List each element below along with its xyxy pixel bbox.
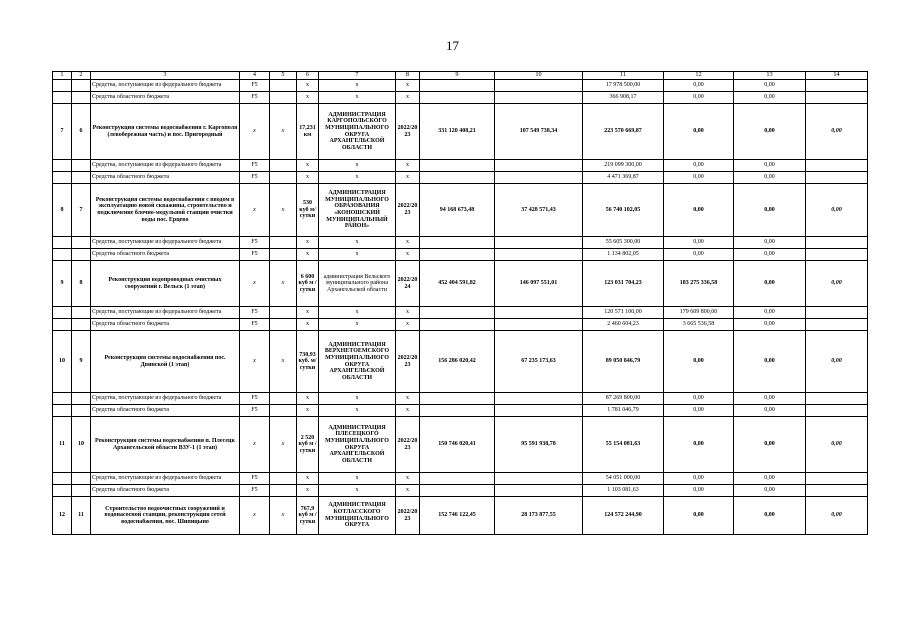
responsible-cell: х (319, 405, 396, 417)
amount-2025: 0,00 (734, 172, 806, 184)
amount-2022: 146 097 551,01 (495, 261, 583, 307)
amount-2026: 0,00 (806, 417, 868, 473)
page-number: 17 (446, 38, 459, 53)
funding-source-label: Средства, поступающие из федерального бюджета (91, 160, 240, 172)
amount-2025: 0,00 (734, 405, 806, 417)
total-cost: 156 286 020,42 (420, 331, 495, 393)
funding-source-label: Средства, поступающие из федерального бюджета (91, 237, 240, 249)
col-header: 9 (420, 72, 495, 80)
amount-2025: 0,00 (734, 485, 806, 497)
amount-2026 (806, 473, 868, 485)
amount-2022 (495, 92, 583, 104)
amount-2024: 0,00 (664, 80, 734, 92)
amount-2022 (495, 160, 583, 172)
funding-source-label: Средства областного бюджета (91, 405, 240, 417)
amount-2024: 0,00 (664, 184, 734, 237)
budget-code: F5 (240, 473, 270, 485)
amount-2024: 0,00 (664, 473, 734, 485)
amount-2024: 0,00 (664, 172, 734, 184)
amount-2023: 87 269 800,00 (583, 393, 664, 405)
amount-2026 (806, 249, 868, 261)
project-name: Реконструкция системы водоснабжения г. Каргополя (левобережная часть) и пос. Пригородный (91, 104, 240, 160)
amount-2024: 183 275 336,58 (664, 261, 734, 307)
project-number: 8 (72, 261, 91, 307)
amount-2024: 0,00 (664, 331, 734, 393)
amount-2025: 0,00 (734, 319, 806, 331)
empty-cell (270, 405, 297, 417)
col-header: 6 (297, 72, 319, 80)
row-number: 8 (53, 184, 72, 237)
project-number: 10 (72, 417, 91, 473)
amount-2023: 55 605 300,00 (583, 237, 664, 249)
amount-2022 (495, 80, 583, 92)
amount-2026: 0,00 (806, 184, 868, 237)
total-cost (420, 92, 495, 104)
empty-cell (72, 80, 91, 92)
amount-2025: 0,00 (734, 237, 806, 249)
amount-2023: 54 051 000,00 (583, 473, 664, 485)
empty-cell (53, 172, 72, 184)
capacity-cell: 17,231 км (297, 104, 319, 160)
amount-2023: 366 908,17 (583, 92, 664, 104)
project-number: 9 (72, 331, 91, 393)
total-cost (420, 473, 495, 485)
empty-cell (72, 160, 91, 172)
amount-2022 (495, 485, 583, 497)
capacity-cell: х (297, 393, 319, 405)
budget-code: F5 (240, 485, 270, 497)
amount-2026 (806, 237, 868, 249)
amount-2026 (806, 319, 868, 331)
budget-table (52, 71, 868, 535)
funding-source-row (53, 249, 868, 261)
total-cost (420, 485, 495, 497)
empty-cell (270, 393, 297, 405)
empty-cell (72, 92, 91, 104)
budget-code: F5 (240, 80, 270, 92)
funding-source-row (53, 405, 868, 417)
empty-cell (53, 160, 72, 172)
period-cell: 2022/2023 (396, 417, 420, 473)
total-cost: 331 120 408,21 (420, 104, 495, 160)
period-cell: 2022/2023 (396, 104, 420, 160)
amount-2026 (806, 393, 868, 405)
budget-code: F5 (240, 237, 270, 249)
empty-cell (72, 393, 91, 405)
amount-2022: 67 235 173,63 (495, 331, 583, 393)
project-number: 6 (72, 104, 91, 160)
project-row (53, 184, 868, 237)
code-cell: х (270, 261, 297, 307)
amount-2022: 28 173 877,55 (495, 497, 583, 535)
funding-source-label: Средства, поступающие из федерального бюджета (91, 393, 240, 405)
funding-source-label: Средства, поступающие из федерального бюджета (91, 307, 240, 319)
responsible-cell: х (319, 307, 396, 319)
amount-2025: 0,00 (734, 160, 806, 172)
responsible-cell: х (319, 473, 396, 485)
period-cell: х (396, 237, 420, 249)
empty-cell (270, 80, 297, 92)
responsible-cell: х (319, 249, 396, 261)
funding-source-label: Средства областного бюджета (91, 485, 240, 497)
empty-cell (72, 307, 91, 319)
project-row (53, 417, 868, 473)
empty-cell (270, 160, 297, 172)
code-cell: х (270, 417, 297, 473)
budget-code: F5 (240, 393, 270, 405)
funding-source-row (53, 160, 868, 172)
amount-2023: 4 471 369,87 (583, 172, 664, 184)
funding-source-label: Средства областного бюджета (91, 319, 240, 331)
project-row (53, 261, 868, 307)
amount-2022: 37 428 571,43 (495, 184, 583, 237)
budget-code: х (240, 261, 270, 307)
col-header: 2 (72, 72, 91, 80)
amount-2024: 0,00 (664, 405, 734, 417)
empty-cell (270, 237, 297, 249)
period-cell: х (396, 92, 420, 104)
amount-2025: 0,00 (734, 331, 806, 393)
amount-2025: 0,00 (734, 249, 806, 261)
empty-cell (72, 473, 91, 485)
budget-code: F5 (240, 307, 270, 319)
budget-code: F5 (240, 172, 270, 184)
amount-2024: 0,00 (664, 249, 734, 261)
amount-2023: 89 050 846,79 (583, 331, 664, 393)
budget-code: F5 (240, 405, 270, 417)
period-cell: х (396, 473, 420, 485)
amount-2024: 0,00 (664, 497, 734, 535)
responsible-cell: х (319, 319, 396, 331)
col-header: 8 (396, 72, 420, 80)
row-number: 11 (53, 417, 72, 473)
empty-cell (270, 473, 297, 485)
empty-cell (53, 307, 72, 319)
funding-source-row (53, 319, 868, 331)
period-cell: х (396, 307, 420, 319)
project-name: Реконструкция системы водоснабжения пос. Двинской (1 этап) (91, 331, 240, 393)
empty-cell (72, 237, 91, 249)
amount-2026 (806, 92, 868, 104)
empty-cell (270, 172, 297, 184)
capacity-cell: 767,9 куб м / сутки (297, 497, 319, 535)
amount-2024: 0,00 (664, 393, 734, 405)
funding-source-row (53, 393, 868, 405)
total-cost (420, 80, 495, 92)
funding-source-label: Средства, поступающие из федерального бюджета (91, 80, 240, 92)
col-header: 10 (495, 72, 583, 80)
code-cell: х (270, 184, 297, 237)
funding-source-label: Средства, поступающие из федерального бюджета (91, 473, 240, 485)
capacity-cell: х (297, 80, 319, 92)
empty-cell (53, 473, 72, 485)
empty-cell (53, 237, 72, 249)
responsible-cell: х (319, 160, 396, 172)
empty-cell (270, 307, 297, 319)
amount-2025: 0,00 (734, 92, 806, 104)
amount-2026 (806, 160, 868, 172)
responsible-cell: х (319, 485, 396, 497)
col-header: 4 (240, 72, 270, 80)
header-row (53, 72, 868, 80)
funding-source-row (53, 473, 868, 485)
amount-2022 (495, 393, 583, 405)
amount-2025: 0,00 (734, 184, 806, 237)
empty-cell (270, 485, 297, 497)
amount-2024: 0,00 (664, 92, 734, 104)
amount-2022 (495, 249, 583, 261)
amount-2025: 0,00 (734, 417, 806, 473)
empty-cell (53, 249, 72, 261)
amount-2025: 0,00 (734, 393, 806, 405)
amount-2023: 223 570 669,87 (583, 104, 664, 160)
code-cell: х (270, 104, 297, 160)
amount-2024: 0,00 (664, 485, 734, 497)
responsible-cell: х (319, 92, 396, 104)
capacity-cell: х (297, 319, 319, 331)
responsible-cell: х (319, 393, 396, 405)
total-cost (420, 249, 495, 261)
responsible-organization: АДМИНИСТРАЦИЯ МУНИЦИПАЛЬНОГО ОБРАЗОВАНИЯ «КОНОШСКИЙ МУНИЦИПАЛЬНЫЙ РАЙОН» (319, 184, 396, 237)
col-header: 3 (91, 72, 240, 80)
funding-source-row (53, 172, 868, 184)
capacity-cell: 530 куб м/сутки (297, 184, 319, 237)
funding-source-row (53, 92, 868, 104)
capacity-cell: х (297, 307, 319, 319)
capacity-cell: 2 520 куб м / сутки (297, 417, 319, 473)
total-cost: 152 746 122,45 (420, 497, 495, 535)
amount-2026 (806, 485, 868, 497)
amount-2022 (495, 237, 583, 249)
empty-cell (53, 393, 72, 405)
period-cell: 2022/2024 (396, 261, 420, 307)
row-number: 12 (53, 497, 72, 535)
amount-2024: 179 609 800,00 (664, 307, 734, 319)
amount-2022: 95 591 938,78 (495, 417, 583, 473)
amount-2022: 107 549 738,34 (495, 104, 583, 160)
amount-2024: 3 665 536,58 (664, 319, 734, 331)
period-cell: х (396, 160, 420, 172)
amount-2026: 0,00 (806, 497, 868, 535)
total-cost (420, 405, 495, 417)
amount-2023: 123 031 704,23 (583, 261, 664, 307)
empty-cell (72, 485, 91, 497)
empty-cell (53, 80, 72, 92)
capacity-cell: х (297, 172, 319, 184)
responsible-organization: администрация Вельского муниципального района Архангельской области (319, 261, 396, 307)
total-cost (420, 393, 495, 405)
empty-cell (270, 319, 297, 331)
total-cost (420, 307, 495, 319)
funding-source-label: Средства областного бюджета (91, 92, 240, 104)
capacity-cell: х (297, 473, 319, 485)
project-row (53, 497, 868, 535)
empty-cell (53, 319, 72, 331)
empty-cell (53, 92, 72, 104)
amount-2023: 17 978 500,00 (583, 80, 664, 92)
amount-2023: 1 134 802,05 (583, 249, 664, 261)
capacity-cell: х (297, 92, 319, 104)
amount-2023: 1 781 046,79 (583, 405, 664, 417)
responsible-organization: АДМИНИСТРАЦИЯ ВЕРХНЕТОЕМСКОГО МУНИЦИПАЛЬНОГО ОКРУГА АРХАНГЕЛЬСКОЙ ОБЛАСТИ (319, 331, 396, 393)
amount-2026 (806, 172, 868, 184)
budget-code: F5 (240, 92, 270, 104)
period-cell: 2022/2023 (396, 331, 420, 393)
amount-2023: 55 154 081,63 (583, 417, 664, 473)
total-cost (420, 172, 495, 184)
period-cell: х (396, 319, 420, 331)
empty-cell (72, 249, 91, 261)
period-cell: х (396, 405, 420, 417)
amount-2025: 0,00 (734, 473, 806, 485)
amount-2022 (495, 473, 583, 485)
empty-cell (72, 405, 91, 417)
period-cell: х (396, 393, 420, 405)
funding-source-row (53, 237, 868, 249)
amount-2024: 0,00 (664, 104, 734, 160)
project-name: Реконструкция системы водоснабжения с вводом в эксплуатацию новой скважины, строительство и подключение блочно-модульной станции очистки воды пос. Ерцево (91, 184, 240, 237)
funding-source-label: Средства областного бюджета (91, 172, 240, 184)
amount-2026: 0,00 (806, 331, 868, 393)
responsible-organization: АДМИНИСТРАЦИЯ КОТЛАССКОГО МУНИЦИПАЛЬНОГО ОКРУГА (319, 497, 396, 535)
funding-source-row (53, 307, 868, 319)
amount-2023: 56 740 102,05 (583, 184, 664, 237)
budget-code: х (240, 104, 270, 160)
total-cost (420, 160, 495, 172)
project-row (53, 104, 868, 160)
amount-2023: 2 460 604,23 (583, 319, 664, 331)
code-cell: х (270, 331, 297, 393)
capacity-cell: 730,93 куб. м/сутки (297, 331, 319, 393)
funding-source-label: Средства областного бюджета (91, 249, 240, 261)
total-cost: 150 746 020,41 (420, 417, 495, 473)
total-cost (420, 319, 495, 331)
empty-cell (72, 319, 91, 331)
amount-2023: 219 099 300,00 (583, 160, 664, 172)
project-name: Строительство водоочистных сооружений и водонасосной станции, реконструкция сетей водоснабжения, пос. Шипицыно (91, 497, 240, 535)
amount-2025: 0,00 (734, 80, 806, 92)
budget-code: х (240, 331, 270, 393)
amount-2024: 0,00 (664, 160, 734, 172)
responsible-organization: АДМИНИСТРАЦИЯ ПЛЕСЕЦКОГО МУНИЦИПАЛЬНОГО ОКРУГА АРХАНГЕЛЬСКОЙ ОБЛАСТИ (319, 417, 396, 473)
project-name: Реконструкция системы водоснабжения п. Плесецк Архангельской области ВЗУ-1 (1 этап) (91, 417, 240, 473)
total-cost (420, 237, 495, 249)
project-number: 7 (72, 184, 91, 237)
period-cell: х (396, 485, 420, 497)
col-header: 14 (806, 72, 868, 80)
project-name: Реконструкция водопроводных очистных сооружений г. Вельск (1 этап) (91, 261, 240, 307)
capacity-cell: 6 600 куб м / сутки (297, 261, 319, 307)
amount-2026 (806, 405, 868, 417)
amount-2026: 0,00 (806, 104, 868, 160)
amount-2026 (806, 307, 868, 319)
amount-2024: 0,00 (664, 417, 734, 473)
budget-code: х (240, 497, 270, 535)
col-header: 12 (664, 72, 734, 80)
capacity-cell: х (297, 485, 319, 497)
budget-code: х (240, 184, 270, 237)
total-cost: 452 404 591,82 (420, 261, 495, 307)
total-cost: 94 168 673,48 (420, 184, 495, 237)
col-header: 7 (319, 72, 396, 80)
row-number: 10 (53, 331, 72, 393)
amount-2025: 0,00 (734, 261, 806, 307)
col-header: 5 (270, 72, 297, 80)
amount-2022 (495, 405, 583, 417)
responsible-organization: АДМИНИСТРАЦИЯ КАРГОПОЛЬСКОГО МУНИЦИПАЛЬНОГО ОКРУГА АРХАНГЕЛЬСКОЙ ОБЛАСТИ (319, 104, 396, 160)
amount-2026: 0,00 (806, 261, 868, 307)
amount-2026 (806, 80, 868, 92)
capacity-cell: х (297, 160, 319, 172)
period-cell: х (396, 172, 420, 184)
responsible-cell: х (319, 172, 396, 184)
amount-2025: 0,00 (734, 307, 806, 319)
empty-cell (53, 485, 72, 497)
empty-cell (270, 92, 297, 104)
col-header: 13 (734, 72, 806, 80)
period-cell: 2022/2023 (396, 497, 420, 535)
period-cell: х (396, 80, 420, 92)
col-header: 1 (53, 72, 72, 80)
project-row (53, 331, 868, 393)
amount-2023: 1 103 081,63 (583, 485, 664, 497)
amount-2025: 0,00 (734, 497, 806, 535)
amount-2022 (495, 172, 583, 184)
funding-source-row (53, 80, 868, 92)
capacity-cell: х (297, 237, 319, 249)
budget-code: х (240, 417, 270, 473)
empty-cell (72, 172, 91, 184)
amount-2025: 0,00 (734, 104, 806, 160)
budget-code: F5 (240, 249, 270, 261)
capacity-cell: х (297, 405, 319, 417)
amount-2024: 0,00 (664, 237, 734, 249)
budget-code: F5 (240, 160, 270, 172)
empty-cell (53, 405, 72, 417)
budget-code: F5 (240, 319, 270, 331)
responsible-cell: х (319, 80, 396, 92)
project-number: 11 (72, 497, 91, 535)
row-number: 7 (53, 104, 72, 160)
responsible-cell: х (319, 237, 396, 249)
code-cell: х (270, 497, 297, 535)
capacity-cell: х (297, 249, 319, 261)
empty-cell (270, 249, 297, 261)
period-cell: 2022/2023 (396, 184, 420, 237)
amount-2022 (495, 319, 583, 331)
amount-2022 (495, 307, 583, 319)
funding-source-row (53, 485, 868, 497)
row-number: 9 (53, 261, 72, 307)
amount-2023: 120 571 100,00 (583, 307, 664, 319)
amount-2023: 124 572 244,90 (583, 497, 664, 535)
col-header: 11 (583, 72, 664, 80)
period-cell: х (396, 249, 420, 261)
